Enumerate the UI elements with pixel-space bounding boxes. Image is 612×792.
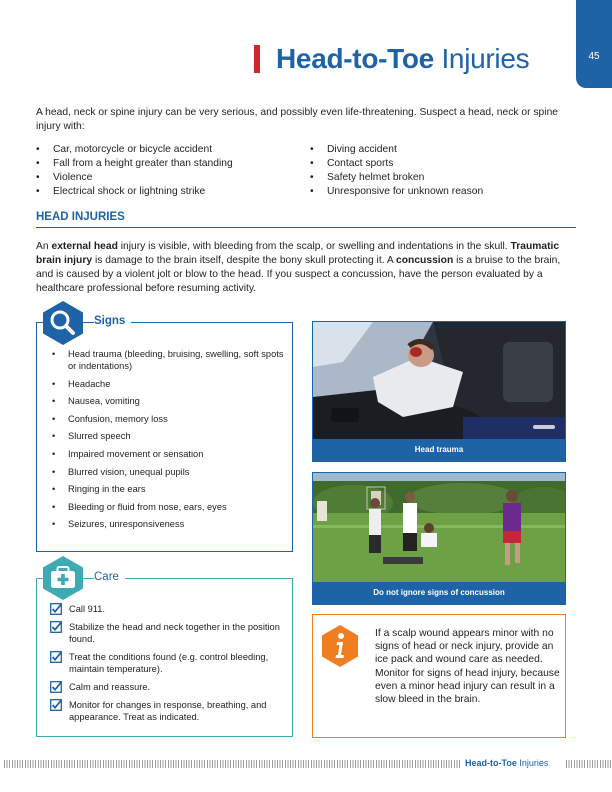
list-item: • Violence	[36, 171, 296, 185]
list-item: • Nausea, vomiting	[52, 395, 287, 407]
paragraph-text: injury is visible, with bleeding from the scalp, or swelling and indentations in the skull.	[117, 241, 511, 252]
care-item-text: Monitor for changes in response, breathing, and appearance. Treat as indicated.	[69, 700, 267, 722]
signs-heading: Signs	[94, 315, 131, 327]
list-item: • Blurred vision, unequal pupils	[52, 466, 287, 478]
sports-field-image	[313, 473, 566, 584]
section-heading: HEAD INJURIES	[36, 211, 125, 223]
paragraph-text: is damage to the brain itself, despite the bony skull protecting it. A	[92, 255, 397, 266]
page-number: 45	[588, 51, 600, 62]
list-item: • Ringing in the ears	[52, 483, 287, 495]
signs-list	[52, 348, 287, 536]
care-item-text: Calm and reassure.	[69, 682, 151, 692]
page-number-tab	[576, 0, 612, 88]
list-item: • Bleeding or fluid from nose, ears, eyes	[52, 501, 287, 513]
list-item: • Contact sports	[310, 157, 576, 171]
list-item: • Car, motorcycle or bicycle accident	[36, 143, 296, 157]
title-light: Injuries	[441, 43, 530, 74]
intro-paragraph: A head, neck or spine injury can be very serious, and possibly even life-threatening. Suspect a head, neck or spine injury with:	[36, 107, 559, 132]
list-item: • Electrical shock or lightning strike	[36, 185, 296, 199]
footer-title-light: Injuries	[519, 758, 549, 768]
footer-rule-left	[4, 760, 460, 768]
care-item-text: Call 911.	[69, 604, 106, 614]
list-item: • Seizures, unresponsiveness	[52, 518, 287, 530]
concussion-photo	[312, 472, 566, 605]
list-item: • Head trauma (bleeding, bruising, swelling, soft spots or indentations)	[52, 348, 287, 372]
info-icon	[320, 624, 360, 668]
list-item: • Diving accident	[310, 143, 576, 157]
list-item	[50, 621, 286, 645]
list-item	[50, 651, 286, 675]
checkbox-checked-icon	[50, 603, 62, 615]
term-external-head: external head	[51, 241, 118, 252]
list-item: • Fall from a height greater than standing	[36, 157, 296, 171]
term-concussion: concussion	[396, 255, 454, 266]
paragraph-text: An	[36, 241, 52, 252]
list-item: • Impaired movement or sensation	[52, 448, 287, 460]
list-item: • Slurred speech	[52, 430, 287, 442]
list-item: • Unresponsive for unknown reason	[310, 185, 576, 199]
section-divider	[36, 227, 576, 228]
term-traumatic-brain-injury: Traumatic brain injury	[36, 241, 560, 266]
footer-title-bold: Head-to-Toe	[465, 758, 517, 768]
list-item	[50, 603, 286, 615]
car-accident-image	[313, 322, 566, 441]
info-text: If a scalp wound appears minor with no signs of head or neck injury, provide an ice pack and wound care as needed. Monitor for signs of head injury, because even a minor head injury can result in a slow bleed in the brain.	[375, 628, 560, 706]
suspect-list-right	[310, 143, 576, 199]
list-item	[50, 699, 286, 723]
head-injuries-paragraph	[36, 240, 576, 296]
suspect-list-left	[36, 143, 296, 199]
title-bold: Head-to-Toe	[276, 43, 434, 74]
footer-rule-right	[566, 760, 612, 768]
checkbox-checked-icon	[50, 651, 62, 663]
list-item	[50, 681, 286, 693]
list-item: • Headache	[52, 378, 287, 390]
title-accent-bar	[254, 45, 260, 73]
magnifier-icon	[40, 300, 86, 346]
paragraph-text: is a bruise to the brain, and is caused by a violent jolt or blow to the head. If you suspect a concussion, have the person evaluated by a healthcare professional before resuming activity.	[36, 255, 561, 294]
care-item-text: Treat the conditions found (e.g. control bleeding, maintain temperature).	[69, 652, 269, 674]
care-list	[50, 603, 286, 729]
checkbox-checked-icon	[50, 699, 62, 711]
list-item: • Safety helmet broken	[310, 171, 576, 185]
list-item: • Confusion, memory loss	[52, 413, 287, 425]
care-item-text: Stabilize the head and neck together in the position found.	[69, 622, 280, 644]
checkbox-checked-icon	[50, 621, 62, 633]
photo-caption: Do not ignore signs of concussion	[313, 582, 565, 604]
head-trauma-photo	[312, 321, 566, 462]
first-aid-kit-icon	[40, 555, 86, 601]
footer-title	[465, 758, 548, 768]
checkbox-checked-icon	[50, 681, 62, 693]
photo-caption: Head trauma	[313, 439, 565, 461]
care-heading: Care	[94, 571, 125, 583]
page-title	[276, 41, 529, 77]
